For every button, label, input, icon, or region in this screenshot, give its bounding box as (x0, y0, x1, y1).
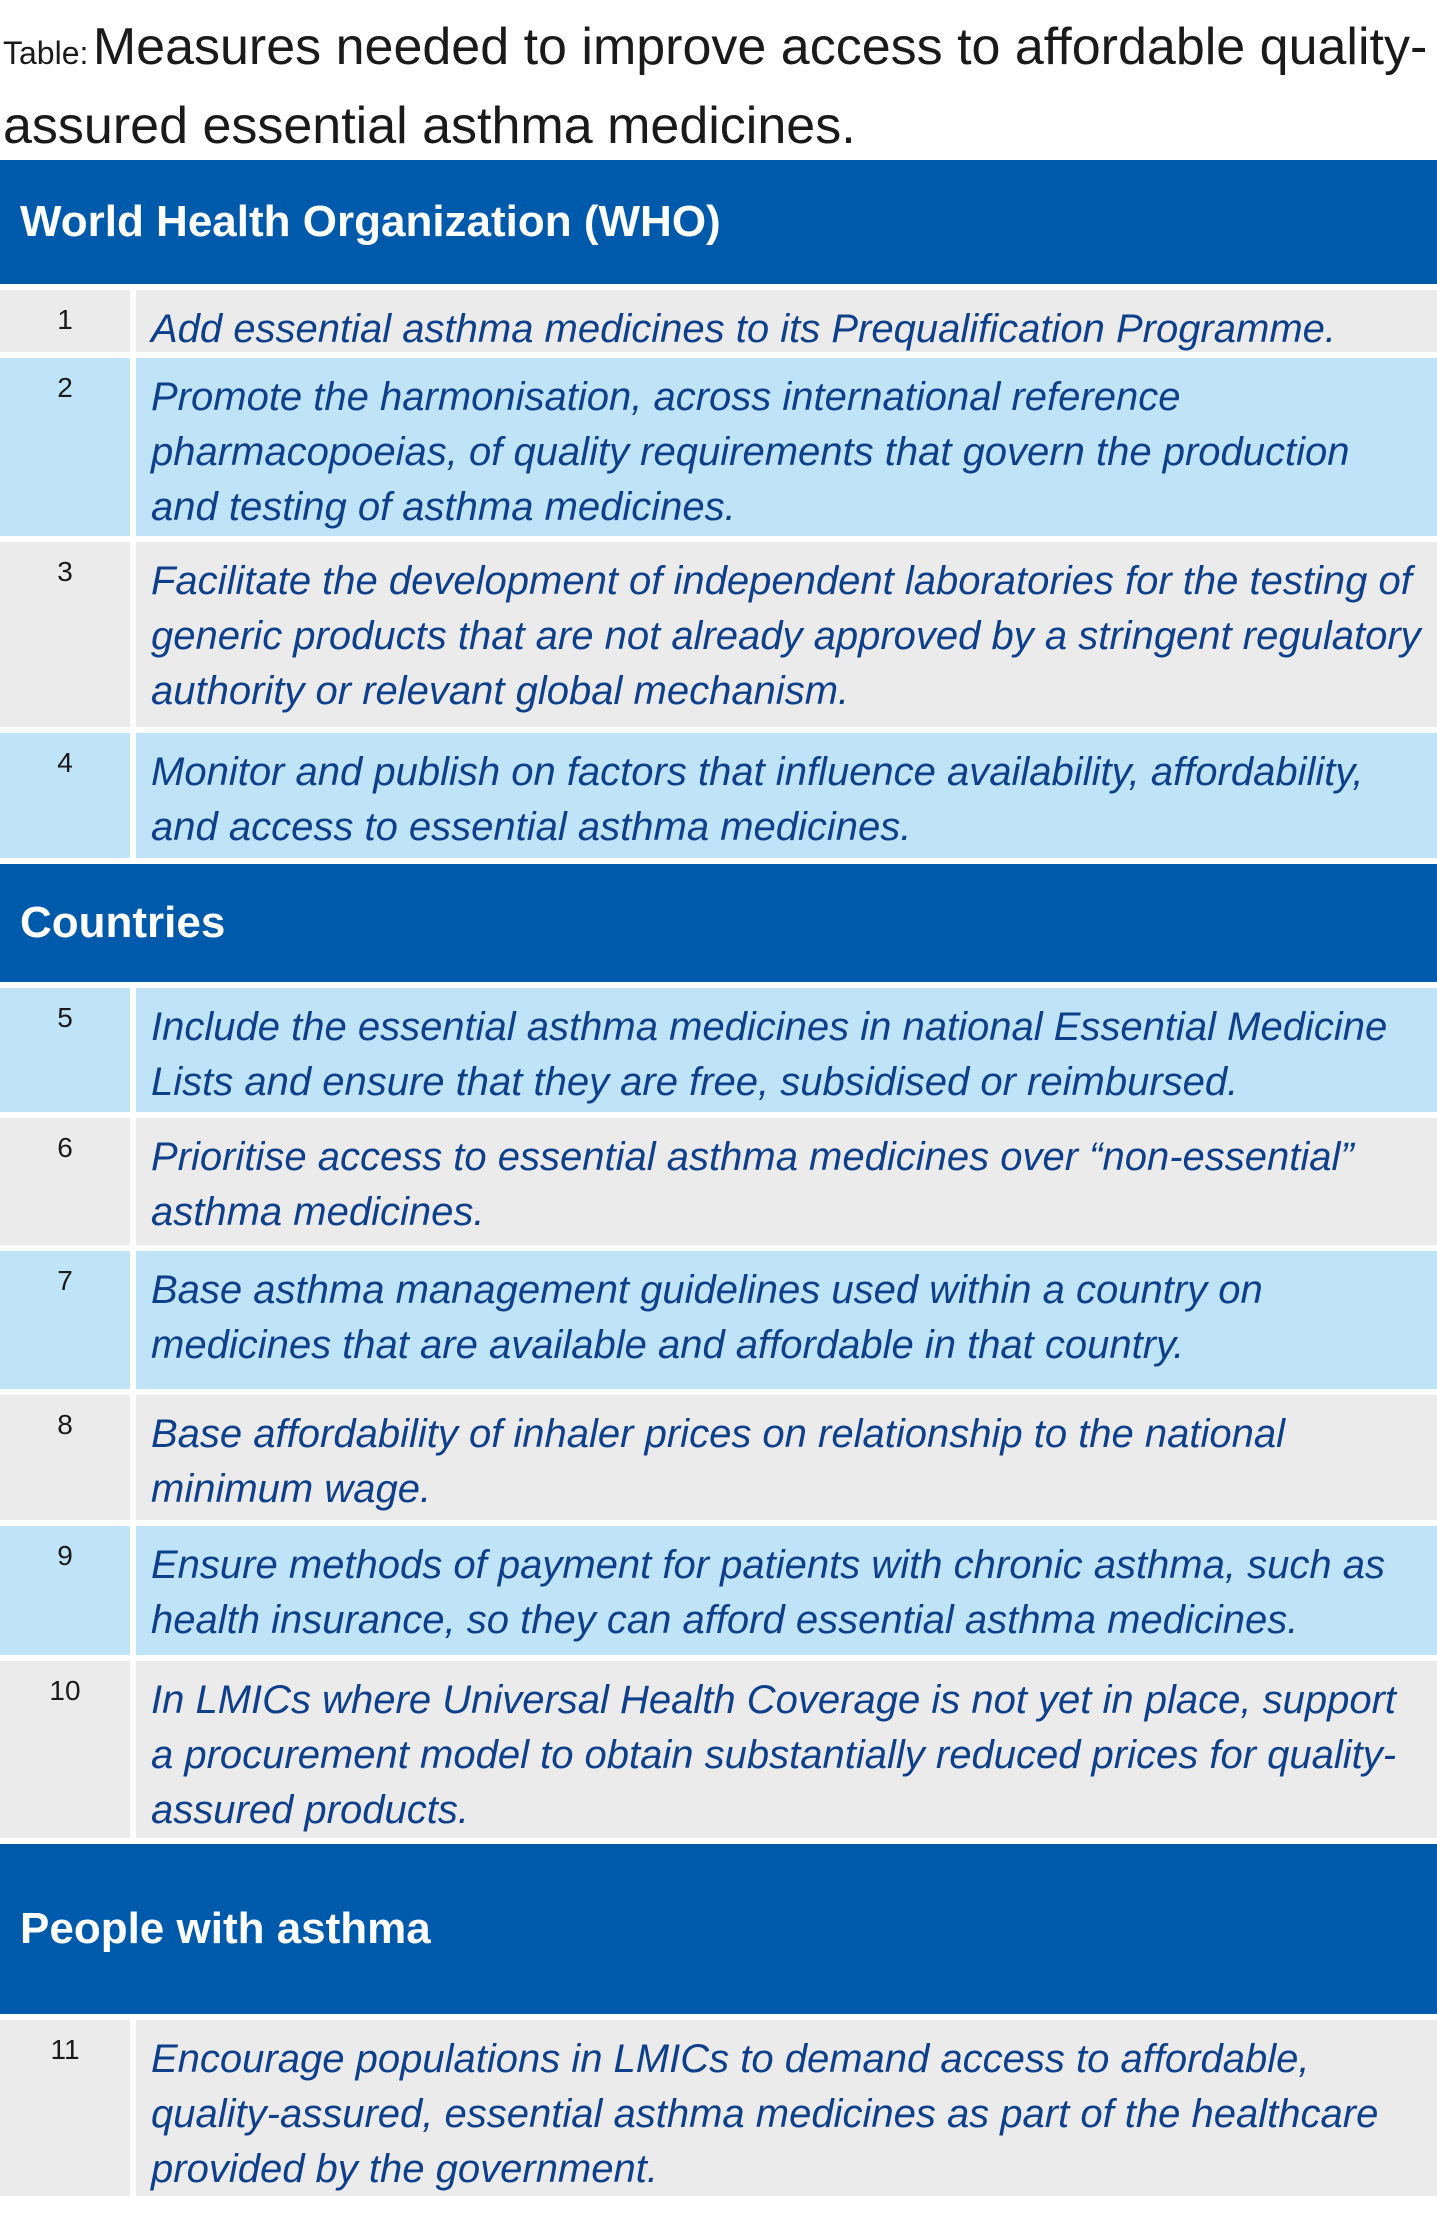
table-row (0, 1251, 1437, 1389)
row-text: Include the essential asthma medicines in national Essential Medicine Lists and ensure that they are free, subsidised or reimbursed. (136, 988, 1437, 1112)
row-number: 8 (0, 1395, 130, 1520)
row-text: Add essential asthma medicines to its Prequalification Programme. (136, 290, 1437, 352)
table-row (0, 542, 1437, 727)
table-row (0, 1118, 1437, 1245)
table-row (0, 1661, 1437, 1838)
section-header-people: People with asthma (0, 1844, 1437, 2014)
section-header-who: World Health Organization (WHO) (0, 160, 1437, 284)
row-number: 1 (0, 290, 130, 352)
table-title (3, 14, 1428, 172)
row-number: 7 (0, 1251, 130, 1389)
table-row (0, 733, 1437, 858)
row-number: 6 (0, 1118, 130, 1245)
table-row (0, 2020, 1437, 2196)
table-row (0, 1395, 1437, 1520)
row-text: Ensure methods of payment for patients with chronic asthma, such as health insurance, so they can afford essential asthma medicines. (136, 1526, 1437, 1655)
table-row (0, 290, 1437, 352)
row-number: 2 (0, 358, 130, 536)
row-text: Prioritise access to essential asthma medicines over “non-essential” asthma medicines. (136, 1118, 1437, 1245)
section-header-countries: Countries (0, 864, 1437, 982)
row-text: In LMICs where Universal Health Coverage is not yet in place, support a procurement model to obtain substantially reduced prices for quality-assured products. (136, 1661, 1437, 1838)
row-number: 9 (0, 1526, 130, 1655)
row-text: Facilitate the development of independent laboratories for the testing of generic products that are not already approved by a stringent regulatory authority or relevant global mechanism. (136, 542, 1437, 727)
measures-table (0, 160, 1437, 2202)
row-text: Monitor and publish on factors that influence availability, affordability, and access to essential asthma medicines. (136, 733, 1437, 858)
row-text: Base asthma management guidelines used within a country on medicines that are available and affordable in that country. (136, 1251, 1437, 1389)
title-prefix: Table: (3, 35, 89, 71)
row-text: Encourage populations in LMICs to demand access to affordable, quality-assured, essential asthma medicines as part of the healthcare provided by the government. (136, 2020, 1437, 2196)
row-number: 3 (0, 542, 130, 727)
row-number: 10 (0, 1661, 130, 1838)
table-row (0, 1526, 1437, 1655)
title-text: Measures needed to improve access to affordable quality-assured essential asthma medicines. (3, 18, 1428, 155)
row-text: Promote the harmonisation, across international reference pharmacopoeias, of quality requirements that govern the production and testing of asthma medicines. (136, 358, 1437, 536)
row-text: Base affordability of inhaler prices on relationship to the national minimum wage. (136, 1395, 1437, 1520)
row-number: 4 (0, 733, 130, 858)
table-row (0, 358, 1437, 536)
table-row (0, 988, 1437, 1112)
row-number: 11 (0, 2020, 130, 2196)
row-number: 5 (0, 988, 130, 1112)
